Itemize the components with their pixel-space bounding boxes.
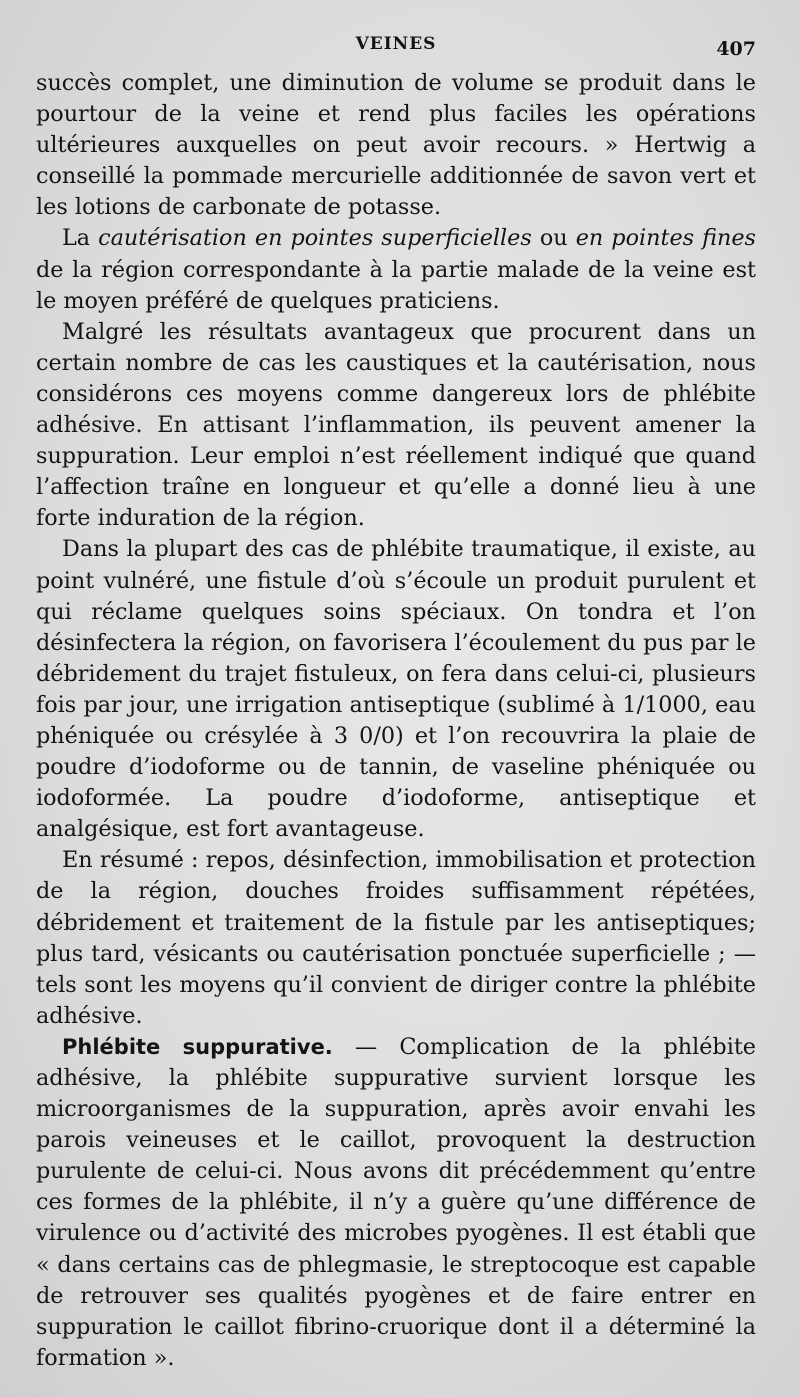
emphasis-cauterisation: cautérisation en pointes superficielles xyxy=(98,225,532,252)
running-header xyxy=(36,24,756,68)
paragraph-6-text: — Complication de la phlébite adhésive, la phlébite suppurative survient lorsque les microorganismes de la suppuration, après avoir envahi les parois veineuses et le caillot, provoquent la destruction purulente de celui-ci. Nous avons dit précédemment qu’entre ces formes de la phlébite, il n’y a guère qu’une différence de virulence ou d’activité des microbes pyogènes. Il est établi que « dans certains cas de phlegmasie, le streptocoque est capable de retrouver ses qualités pyogènes et de faire entrer en suppuration le caillot fibrino-cruorique dont il a déterminé la formation ». xyxy=(36,1033,756,1371)
paragraph-2-text-2: ou xyxy=(531,225,576,252)
paragraph-2-text-1: La xyxy=(62,225,99,252)
paragraph-1: succès complet, une diminution de volume se produit dans le pourtour de la veine et rend plus faciles les opérations ultérieures auxquelles on peut avoir recours. » Hertwig a conseillé la pommade mercurielle additionnée de savon vert et les lotions de carbonate de potasse. xyxy=(36,70,756,221)
paragraph-5: En résumé : repos, désinfection, immobilisation et protection de la région, douches froides suffisamment répétées, débridement et traitement de la fistule par les antiseptiques; plus tard, vésicants ou cautérisation ponctuée superficielle ; — tels sont les moyens qu’il convient de diriger contre la phlébite adhésive. xyxy=(36,847,756,1029)
running-title: VEINES xyxy=(355,34,437,54)
paragraph-3: Malgré les résultats avantageux que procurent dans un certain nombre de cas les caustiques et la cautérisation, nous considérons ces moyens comme dangereux lors de phlébite adhésive. En attisant l’inflammation, ils peuvent amener la suppuration. Leur emploi n’est réellement indiqué que quand l’affection traîne en longueur et qu’elle a donné lieu à une forte induration de la région. xyxy=(36,318,756,532)
page-number: 407 xyxy=(716,38,756,60)
paragraph-4: Dans la plupart des cas de phlébite traumatique, il existe, au point vulnéré, une fistule d’où s’écoule un produit purulent et qui réclame quelques soins spéciaux. On tondra et l’on désinfectera la région, on favorisera l’écoulement du pus par le débridement du trajet fistuleux, on fera dans celui-ci, plusieurs fois par jour, une irrigation antiseptique (sublimé à 1/1000, eau phéniquée ou crésylée à 3 0/0) et l’on recouvrira la plaie de poudre d’iodoforme ou de tannin, de vaseline phéniquée ou iodoformée. La poudre d’iodoforme, antiseptique et analgésique, est fort avantageuse. xyxy=(36,536,756,843)
paragraph-2 xyxy=(36,223,756,316)
paragraph-2-text-3: de la région correspondante à la partie malade de la veine est le moyen préféré de quelques praticiens. xyxy=(36,256,756,314)
paragraph-6 xyxy=(36,1032,756,1374)
text-body xyxy=(36,68,756,1374)
section-heading: Phlébite suppurative. xyxy=(62,1034,333,1059)
emphasis-pointes-fines: en pointes fines xyxy=(575,225,756,252)
